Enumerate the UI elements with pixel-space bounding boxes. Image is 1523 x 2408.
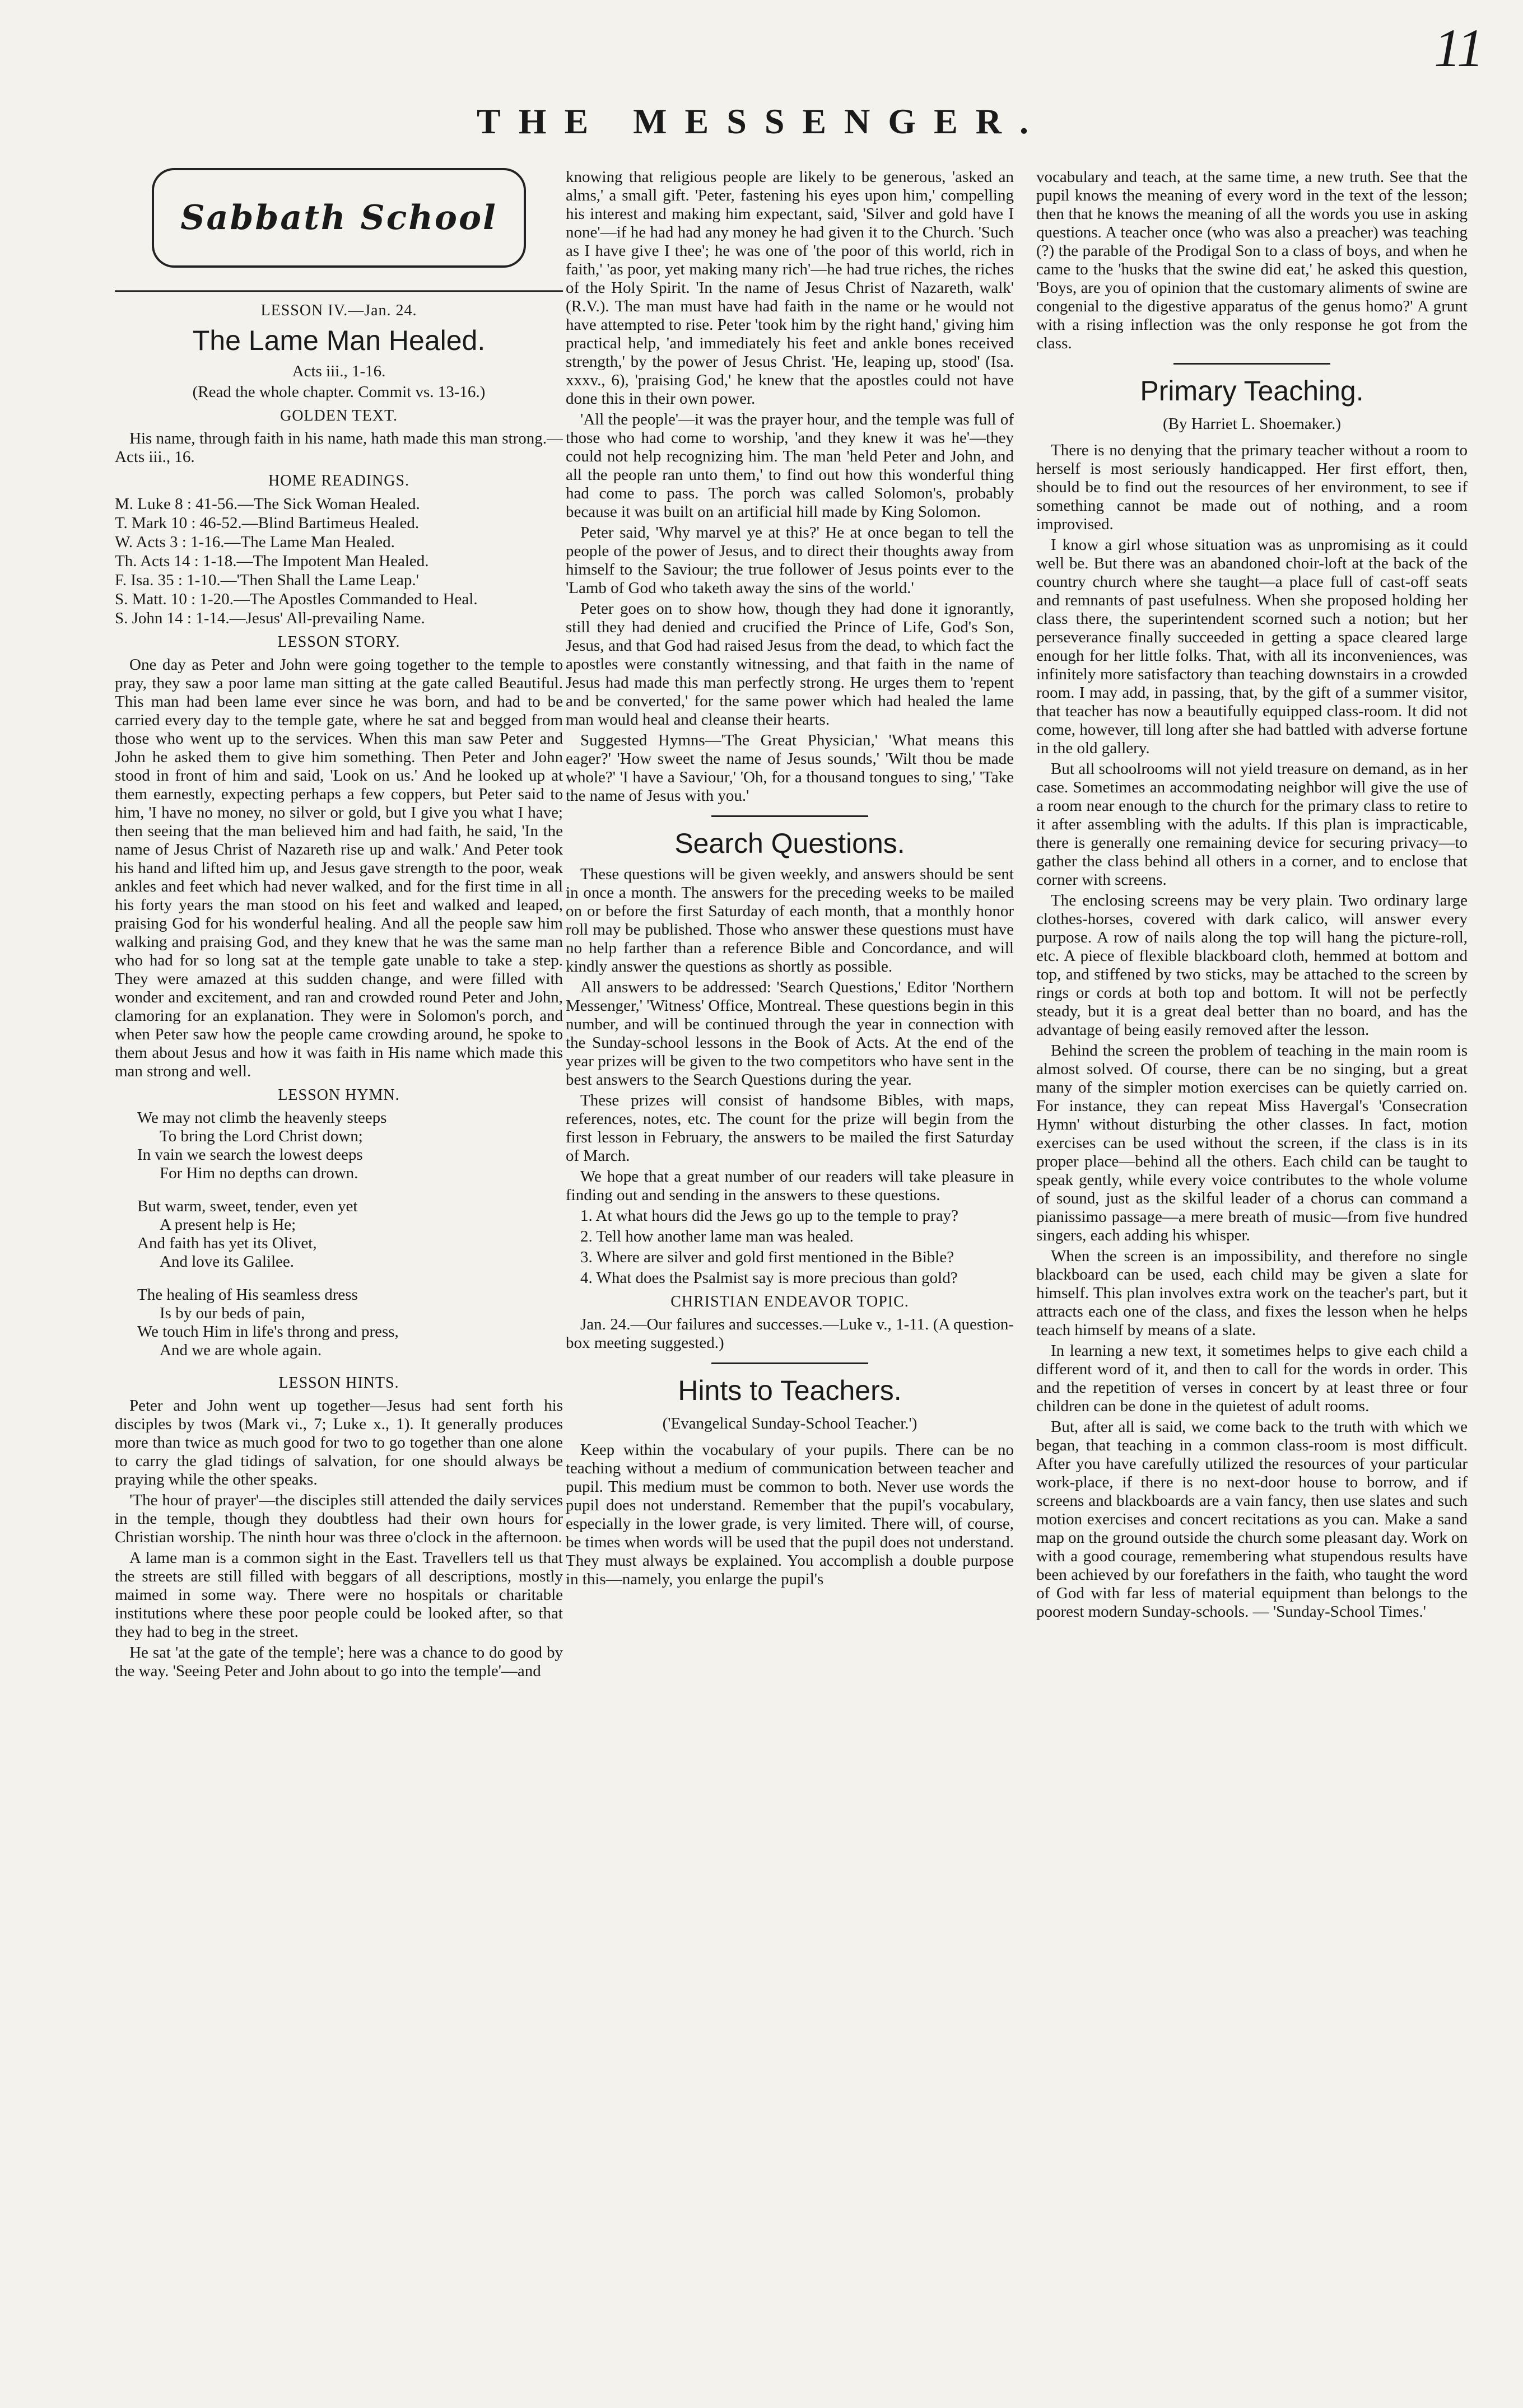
hymn-stanza [137, 1286, 563, 1360]
question-item: 4. What does the Psalmist say is more precious than gold? [580, 1269, 958, 1287]
hymn-line: But warm, sweet, tender, even yet [137, 1197, 358, 1215]
lesson-hint: A lame man is a common sight in the East. Travellers tell us that the streets are still filled with beggars of all descriptions, mostly maimed in some way. There were no hospitals or charitable institutions where these poor people could be looked after, so that they had to beg in the street. [115, 1549, 563, 1641]
column-3 [1036, 168, 1468, 2374]
hints-paragraph: Peter goes on to show how, though they had done it ignorantly, still they had denied and crucified the Prince of Life, God's Son, Jesus, and that God had raised Jesus from the dead, to which fact the apostles were constantly witnessing, and that faith in the name of Jesus had made this man perfectly strong. He urges them to 'repent and be converted,' for the same power which had healed the lame man would heal and cleanse their hearts. [566, 600, 1014, 729]
reading-item: W. Acts 3 : 1-16.—The Lame Man Healed. [115, 533, 395, 551]
primary-teaching-byline: (By Harriet L. Shoemaker.) [1162, 415, 1342, 433]
primary-teaching-paragraph: Behind the screen the problem of teaching in the main room is almost solved. Of course, there can be no singing, but a great many of the simpler motion exercises can be quietly carried on. For instance, they can repeat Miss Havergal's 'Consecration Hymn' without disturbing the other classes. In fact, motion exercises can be used without the screen, if the class is in its proper place—behind all the others. Each child can be taught to speak gently, while every voice contributes to the whole volume of sound, just as the skilful leader of a chorus can command a pianissimo passage—a mere breath of music—from five hundred singers, each adding his whisper. [1036, 1042, 1468, 1244]
primary-teaching-heading: Primary Teaching. [1140, 375, 1364, 407]
search-questions-paragraph: These prizes will consist of handsome Bibles, with maps, references, notes, etc. The count for the prize will begin from the first lesson in February, the answers to be mailed the first Saturday of March. [566, 1091, 1014, 1165]
hints-source: ('Evangelical Sunday-School Teacher.') [662, 1415, 917, 1432]
hymn-line: Is by our beds of pain, [160, 1304, 305, 1322]
hints-paragraph: Peter said, 'Why marvel ye at this?' He at once began to tell the people of the power of Jesus, and to direct their thoughts away from himself to the Saviour; the true follower of Jesus points ever to the 'Lamb of God who taketh away the sins of the world.' [566, 524, 1014, 597]
hints-continued: knowing that religious people are likely to be generous, 'asked an alms,' a small gift. 'Peter, fastening his eyes upon him,' compelling his interest and making him expectant, said, 'Silver and gold have I none'—if he had had any money he had given it to the Church. 'Such as I have give I thee'; he was one of 'the poor of this world, rich in faith,' 'as poor, yet making many rich'—he had true riches, the riches of the Holy Spirit. 'In the name of Jesus Christ of Nazareth, walk' (R.V.). The man must have had faith in the name or he would not have attempted to rise. Peter 'took him by the right hand,' giving him practical help, 'and immediately his feet and ankle bones received strength,' by the power of Jesus Christ. 'He, leaping up, stood' (Isa. xxxv., 6), 'praising God,' he knew that the apostles could not have done this in their own power. [566, 168, 1014, 408]
christian-endeavor-topic: Jan. 24.—Our failures and successes.—Luke v., 1-11. (A question-box meeting suggested.) [566, 1315, 1014, 1352]
lesson-hint: Peter and John went up together—Jesus had sent forth his disciples by twos (Mark vi., 7; Luke x., 1). It generally produces more than twice as much good for two to go together than one alone to carry the glad tidings of salvation, for one should always be praying while the other speaks. [115, 1397, 563, 1488]
divider [1173, 363, 1330, 365]
christian-endeavor-heading: CHRISTIAN ENDEAVOR TOPIC. [670, 1293, 909, 1310]
search-questions-paragraph: These questions will be given weekly, and answers should be sent in once a month. The answers for the preceding weeks to be mailed on or before the first Saturday of each month, that a monthly honor roll may be published. Those who answer these questions must have no help farther than a reference Bible and Concordance, and will kindly answer the questions as shortly as possible. [566, 865, 1014, 976]
reading-item: S. Matt. 10 : 1-20.—The Apostles Commanded to Heal. [115, 590, 478, 608]
search-questions-heading: Search Questions. [674, 828, 905, 859]
hints-to-teachers-continued: vocabulary and teach, at the same time, a new truth. See that the pupil knows the meaning of every word in the text of the lesson; then that he knows the meaning of all the words you use in asking questions. A teacher once (who was also a preacher) was teaching (?) the parable of the Prodigal Son to a class of boys, and when he came to the 'husks that the swine did eat,' he asked this question, 'Boys, are you of opinion that the customary aliments of swine are congenial to the digestive apparatus of the genus homo?' A grunt with a rising inflection was the only response he got from the class. [1036, 168, 1468, 352]
primary-teaching-paragraph: But all schoolrooms will not yield treasure on demand, as in her case. Sometimes an accommodating neighbor will give the use of a room near enough to the church for the primary class to retire to it after assembling with the adults. If this plan is impracticable, there is generally one remaining device for securing privacy—to gather the class behind all others in a corner, and to enclose that corner with screens. [1036, 760, 1468, 889]
hymn-line: And faith has yet its Olivet, [137, 1234, 317, 1252]
question-item: 2. Tell how another lame man was healed. [580, 1228, 854, 1245]
golden-text: His name, through faith in his name, hath made this man strong.—Acts iii., 16. [115, 430, 563, 466]
primary-teaching-paragraph: The enclosing screens may be very plain. Two ordinary large clothes-horses, covered with dark calico, will answer every purpose. A row of nails along the top will hang the picture-roll, etc. A piece of flexible blackboard cloth, hemmed at bottom and top, and stiffened by two sticks, may be attached to the screen by rings or cords at both top and bottom. It will not be perfectly steady, but it is a great deal better than no board, and has the advantage of being easily removed after the lesson. [1036, 892, 1468, 1039]
hymn-line: We may not climb the heavenly steeps [137, 1109, 387, 1127]
question-item: 3. Where are silver and gold first mentioned in the Bible? [580, 1248, 954, 1266]
lesson-story: One day as Peter and John were going together to the temple to pray, they saw a poor lame man sitting at the gate called Beautiful. This man had been lame ever since he was born, and had to be carried every day to the temple gate, where he sat and begged from those who went up to the services. When this man saw Peter and John he asked them to give him something. Then Peter and John stood in front of him and said, 'Look on us.' And he looked up at them earnestly, expecting perhaps a few coppers, but Peter said to him, 'I have no money, no silver or gold, but I give you what I have; then seeing that the man believed him and had faith, he said, 'In the name of Jesus Christ of Nazareth rise up and walk.' And Peter took his hand and lifted him up, and Jesus gave strength to the poor, weak ankles and feet which had never walked, and for the first time in all his forty years the man stood on his feet and walked and leaped, praising God for his wonderful healing. And all the people saw him walking and praising God, and they knew that he was the same man who had for so long sat at the temple gate unable to take a step. They were amazed at this sudden change, and were filled with wonder and excitement, and ran and crowded round Peter and John, clamoring for an explanation. They were in Solomon's porch, and when Peter saw how the people came crowding around, he spoke to them about Jesus and how it was faith in His name which made this man strong and well. [115, 656, 563, 1080]
search-questions-paragraph: We hope that a great number of our readers will take pleasure in finding out and sending in the answers to these questions. [566, 1168, 1014, 1204]
lesson-label: LESSON IV.—Jan. 24. [260, 302, 417, 319]
search-questions-paragraph: All answers to be addressed: 'Search Questions,' Editor 'Northern Messenger,' 'Witness' Office, Montreal. These questions begin in this number, and will be continued through the year in connection with the Sunday-school lessons in the Book of Acts. At the end of the year prizes will be given to the two competitors who have sent in the best answers to the Search Questions during the year. [566, 978, 1014, 1089]
masthead-title: THE MESSENGER. [476, 101, 1047, 141]
home-readings-list [115, 494, 563, 628]
hymn-line: The healing of His seamless dress [137, 1286, 358, 1304]
hymn-stanza [137, 1197, 563, 1271]
primary-teaching-paragraph: In learning a new text, it sometimes helps to give each child a different word of it, and then to call for the words in order. This and the repetition of verses in concert by at least three or four children can be done in the quietest of adult rooms. [1036, 1342, 1468, 1415]
divider [711, 1362, 868, 1364]
golden-text-heading: GOLDEN TEXT. [280, 407, 398, 424]
lesson-story-heading: LESSON STORY. [277, 633, 400, 651]
page-number: 11 [1434, 18, 1484, 78]
lesson-hint: He sat 'at the gate of the temple'; here was a chance to do good by the way. 'Seeing Peter and John about to go into the temple'—and [115, 1644, 563, 1680]
hymn-line: In vain we search the lowest deeps [137, 1146, 363, 1164]
reading-item: M. Luke 8 : 41-56.—The Sick Woman Healed. [115, 495, 420, 513]
hints-paragraph: 'All the people'—it was the prayer hour, and the temple was full of those who had come to worship, 'and they knew it was he'—they could not help recognizing him. The man 'held Peter and John, and all the people ran unto them,' to find out how this wonderful thing had come to pass. The porch was called Solomon's, probably because it was built on an artificial hill made by King Solomon. [566, 410, 1014, 521]
lesson-reference: Acts iii., 1-16. [292, 362, 386, 380]
home-readings-heading: HOME READINGS. [268, 472, 409, 489]
reading-item: T. Mark 10 : 46-52.—Blind Bartimeus Healed. [115, 514, 420, 532]
column-1 [115, 168, 563, 2374]
suggested-hymns: Suggested Hymns—'The Great Physician,' 'What means this eager?' 'How sweet the name of Jesus sounds,' 'Wilt thou be made whole?' 'I have a Saviour,' 'Oh, for a thousand tongues to sing,' 'Take the name of Jesus with you.' [566, 731, 1014, 805]
primary-teaching-paragraph: When the screen is an impossibility, and therefore no single blackboard can be used, each child may be given a slate for himself. This plan involves extra work on the teacher's part, but it attracts each one of the class, and fixes the lesson when he helps teach himself by means of a slate. [1036, 1247, 1468, 1339]
lesson-hymn-heading: LESSON HYMN. [278, 1086, 400, 1104]
question-list [566, 1207, 1014, 1287]
divider [711, 815, 868, 817]
sabbath-school-logo: Sabbath School [152, 168, 526, 268]
hymn-line: A present help is He; [160, 1216, 296, 1234]
lesson-hymn [137, 1109, 563, 1360]
hymn-line: And we are whole again. [160, 1341, 322, 1359]
reading-item: F. Isa. 35 : 1-10.—'Then Shall the Lame Leap.' [115, 571, 419, 589]
primary-teaching-paragraph: I know a girl whose situation was as unpromising as it could well be. But there was an abandoned choir-loft at the back of the country church where she taught—a place full of cast-off seats and remnants of past usefulness. When she proposed holding her class there, the superintendent scorned such a notion; but her perseverance finally succeeded in getting a space cleared large enough for her little folks. That, with all its inconveniences, was infinitely more satisfactory than teaching downstairs in a crowded room. I may add, in passing, that, by the gift of a summer visitor, that teacher has now a beautifully equipped class-room. It did not come, however, till long after she had battled with adverse fortune in the old gallery. [1036, 536, 1468, 757]
hymn-line: For Him no depths can drown. [160, 1164, 358, 1182]
divider [115, 290, 563, 292]
primary-teaching-paragraph: But, after all is said, we come back to the truth with which we began, that teaching in a common class-room is most difficult. After you have carefully utilized the resources of your particular work-place, if there is no next-door house to borrow, and if screens and blackboards are a vain fancy, then use slates and such motion exercises and concert recitations as you can. Make a sand map on the ground outside the church some pleasant day. Work on with a good courage, remembering what stupendous results have been achieved by our forefathers in the faith, who taught the word of God with far less of material equipment than belongs to the poorest modern Sunday-schools. — 'Sunday-School Times.' [1036, 1418, 1468, 1621]
hints-to-teachers-heading: Hints to Teachers. [678, 1375, 902, 1406]
hints-to-teachers-text: Keep within the vocabulary of your pupils. There can be no teaching without a medium of communication between teacher and pupil. This medium must be common to both. Never use words the pupil does not understand. Remember that the pupil's vocabulary, especially in the lower grade, is very limited. There will, of course, be times when words will be used that the pupil does not understand. They must always be explained. You accomplish a double purpose in this—namely, you enlarge the pupil's [566, 1441, 1014, 1588]
lesson-title: The Lame Man Healed. [192, 325, 486, 356]
hymn-line: We touch Him in life's throng and press, [137, 1323, 399, 1341]
read-note: (Read the whole chapter. Commit vs. 13-16.) [192, 383, 486, 401]
hymn-line: And love its Galilee. [160, 1253, 295, 1271]
lesson-hints-heading: LESSON HINTS. [278, 1374, 399, 1392]
reading-item: S. John 14 : 1-14.—Jesus' All-prevailing Name. [115, 609, 425, 627]
question-item: 1. At what hours did the Jews go up to the temple to pray? [580, 1207, 958, 1225]
hymn-line: To bring the Lord Christ down; [160, 1127, 363, 1145]
column-2 [566, 168, 1014, 2374]
lesson-hint: 'The hour of prayer'—the disciples still attended the daily services in the temple, though they doubtless had their own hours for Christian worship. The ninth hour was three o'clock in the afternoon. [115, 1491, 563, 1546]
hymn-stanza [137, 1109, 563, 1183]
primary-teaching-paragraph: There is no denying that the primary teacher without a room to herself is most seriously handicapped. Her first effort, then, should be to find out the resources of her environment, to see if something cannot be made out of nothing, and a room improvised. [1036, 441, 1468, 533]
reading-item: Th. Acts 14 : 1-18.—The Impotent Man Healed. [115, 552, 429, 570]
